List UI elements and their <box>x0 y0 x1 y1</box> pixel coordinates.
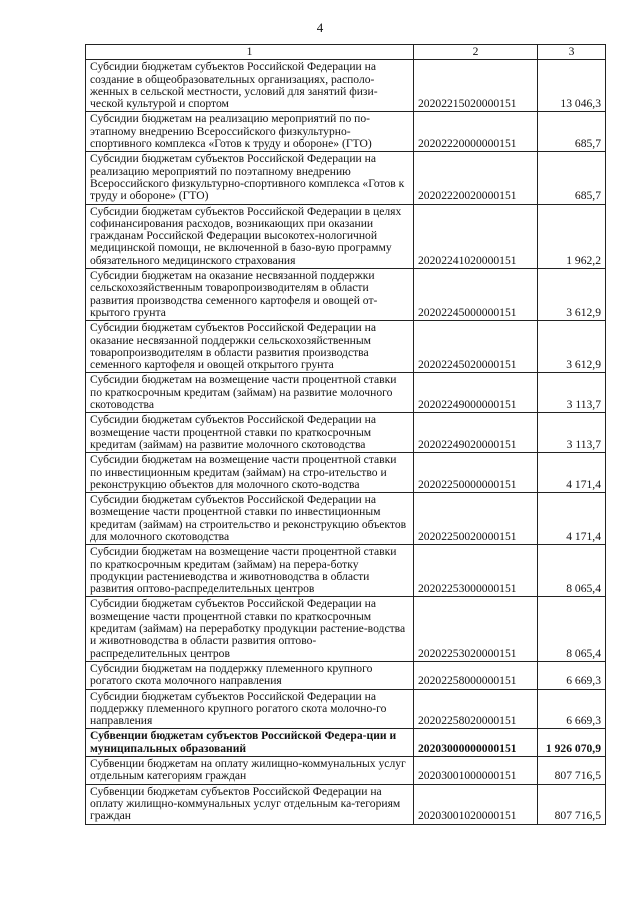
row-amount: 8 065,4 <box>538 545 606 597</box>
row-code: 20202258000000151 <box>414 661 538 689</box>
table-row <box>86 321 606 373</box>
row-code: 20203001000000151 <box>414 757 538 785</box>
budget-table-body <box>86 45 606 825</box>
row-code: 20202258020000151 <box>414 689 538 729</box>
row-amount: 3 113,7 <box>538 373 606 413</box>
row-code: 20202245000000151 <box>414 269 538 321</box>
row-name: Субсидии бюджетам субъектов Российской Федерации на создание в общеобразовательных организациях, располо-женных в сельской местности, условий для занятий физи-ческой культурой и спортом <box>86 60 414 112</box>
table-row <box>86 112 606 152</box>
table-row <box>86 784 606 824</box>
budget-table <box>85 44 606 825</box>
row-name: Субсидии бюджетам на реализацию мероприятий по по-этапному внедрению Всероссийского физкультурно-спортивного комплекса «Готов к труду и обороне» (ГТО) <box>86 112 414 152</box>
row-name: Субсидии бюджетам субъектов Российской Федерации в целях софинансирования расходов, возникающих при оказании гражданам Российской Федерации высокотех-нологичной медицинской помощи, не включенной в базо-вую программу обязательного медицинского страхования <box>86 204 414 268</box>
row-code: 20202253020000151 <box>414 597 538 661</box>
table-header-row <box>86 45 606 60</box>
row-amount: 807 716,5 <box>538 784 606 824</box>
row-amount: 6 669,3 <box>538 689 606 729</box>
table-row <box>86 689 606 729</box>
row-name: Субвенции бюджетам субъектов Российской Федерации на оплату жилищно-коммунальных услуг отдельным ка-тегориям граждан <box>86 784 414 824</box>
row-name: Субсидии бюджетам субъектов Российской Федерации на возмещение части процентной ставки по краткосрочным кредитам (займам) на переработку продукции растение-водства и животноводства в области развития оптово-распределительных центров <box>86 597 414 661</box>
row-code: 20202220000000151 <box>414 112 538 152</box>
row-name: Субсидии бюджетам субъектов Российской Федерации на поддержку племенного крупного рогатого скота молочно-го направления <box>86 689 414 729</box>
table-row <box>86 413 606 453</box>
row-name: Субсидии бюджетам субъектов Российской Федерации на возмещение части процентной ставки по инвестиционным кредитам (займам) на строительство и реконструкцию объектов для молочного скотоводства <box>86 493 414 545</box>
row-name: Субсидии бюджетам на поддержку племенного крупного рогатого скота молочного направления <box>86 661 414 689</box>
row-code: 20202215020000151 <box>414 60 538 112</box>
table-row <box>86 204 606 268</box>
row-amount: 4 171,4 <box>538 493 606 545</box>
row-name: Субсидии бюджетам субъектов Российской Федерации на возмещение части процентной ставки по краткосрочным кредитам (займам) на развитие молочного скотоводства <box>86 413 414 453</box>
page-number: 4 <box>316 20 324 35</box>
row-amount: 807 716,5 <box>538 757 606 785</box>
row-code: 20202249020000151 <box>414 413 538 453</box>
row-amount: 1 926 070,9 <box>538 729 606 757</box>
header-col-1: 1 <box>86 45 414 60</box>
row-amount: 13 046,3 <box>538 60 606 112</box>
row-code: 20202253000000151 <box>414 545 538 597</box>
table-row <box>86 597 606 661</box>
row-code: 20202250020000151 <box>414 493 538 545</box>
row-name: Субсидии бюджетам субъектов Российской Федерации на оказание несвязанной поддержки сельскохозяйственным товаропроизводителям в области развития производства семенного картофеля и овощей открытого грунта <box>86 321 414 373</box>
table-row <box>86 373 606 413</box>
row-name: Субвенции бюджетам субъектов Российской Федера-ции и муниципальных образований <box>86 729 414 757</box>
row-amount: 685,7 <box>538 152 606 204</box>
row-name: Субсидии бюджетам субъектов Российской Федерации на реализацию мероприятий по поэтапному внедрению Всероссийского физкультурно-спортивного комплекса «Готов к труду и обороне» (ГТО) <box>86 152 414 204</box>
row-code: 20202249000000151 <box>414 373 538 413</box>
row-name: Субвенции бюджетам на оплату жилищно-коммунальных услуг отдельным категориям граждан <box>86 757 414 785</box>
table-row <box>86 661 606 689</box>
header-col-3: 3 <box>538 45 606 60</box>
table-row <box>86 729 606 757</box>
row-code: 20203000000000151 <box>414 729 538 757</box>
row-amount: 4 171,4 <box>538 453 606 493</box>
row-amount: 1 962,2 <box>538 204 606 268</box>
row-code: 20203001020000151 <box>414 784 538 824</box>
table-row <box>86 453 606 493</box>
row-name: Субсидии бюджетам на оказание несвязанной поддержки сельскохозяйственным товаропроизводителям в области развития производства семенного картофеля и овощей от-крытого грунта <box>86 269 414 321</box>
table-row <box>86 269 606 321</box>
row-code: 20202241020000151 <box>414 204 538 268</box>
row-code: 20202245020000151 <box>414 321 538 373</box>
row-amount: 3 612,9 <box>538 321 606 373</box>
row-name: Субсидии бюджетам на возмещение части процентной ставки по инвестиционным кредитам (займам) на стро-ительство и реконструкцию объектов для молочного ското-водства <box>86 453 414 493</box>
table-row <box>86 60 606 112</box>
table-row <box>86 152 606 204</box>
row-amount: 8 065,4 <box>538 597 606 661</box>
header-col-2: 2 <box>414 45 538 60</box>
row-amount: 685,7 <box>538 112 606 152</box>
row-amount: 3 612,9 <box>538 269 606 321</box>
row-code: 20202220020000151 <box>414 152 538 204</box>
table-row <box>86 493 606 545</box>
row-code: 20202250000000151 <box>414 453 538 493</box>
table-row <box>86 545 606 597</box>
row-name: Субсидии бюджетам на возмещение части процентной ставки по краткосрочным кредитам (займам) на перера-ботку продукции растениеводства и животноводства в области развития оптово-распределительных центров <box>86 545 414 597</box>
row-amount: 6 669,3 <box>538 661 606 689</box>
row-name: Субсидии бюджетам на возмещение части процентной ставки по краткосрочным кредитам (займам) на развитие молочного скотоводства <box>86 373 414 413</box>
table-row <box>86 757 606 785</box>
row-amount: 3 113,7 <box>538 413 606 453</box>
